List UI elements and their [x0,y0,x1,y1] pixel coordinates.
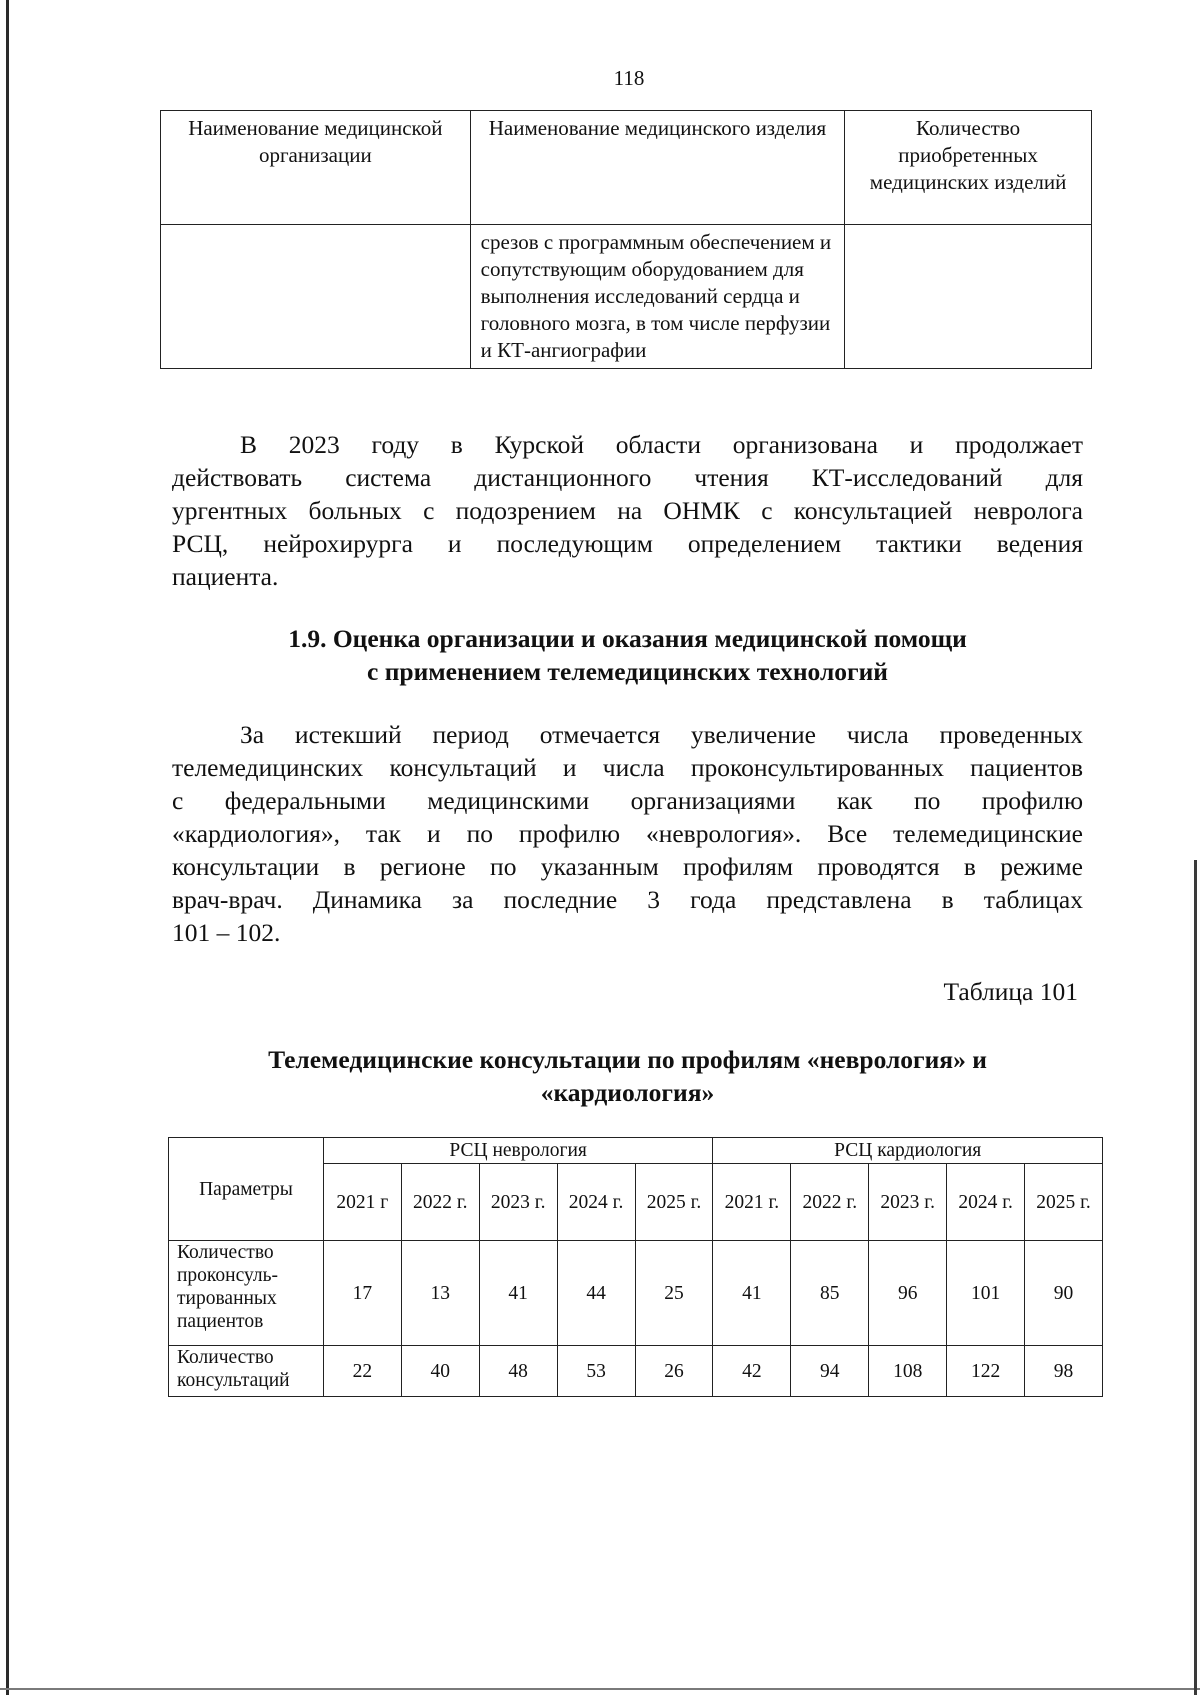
table-cell: 53 [557,1346,635,1397]
table-cell: 98 [1025,1346,1103,1397]
table-cell: 48 [479,1346,557,1397]
table-cell: 94 [791,1346,869,1397]
row-label-consultations: Количество консультаций [169,1346,324,1397]
header-year: 2022 г. [401,1164,479,1241]
table-cell: 85 [791,1241,869,1346]
paragraph-line: 101 – 102. [172,918,281,947]
device-description-cell: срезов с программным обеспечением и сопутствующим оборудованием для выполнения исследований сердца и головного мозга, в том числе перфузии и КТ-ангиографии [470,225,845,369]
table-cell: 40 [401,1346,479,1397]
table-cell: 101 [947,1241,1025,1346]
paragraph-line: врач-врач. Динамика за последние 3 года представлена в таблицах [172,885,1083,914]
table-cell: 44 [557,1241,635,1346]
table-label: Таблица 101 [943,977,1078,1006]
table-row [161,225,1092,369]
table-cell: 22 [323,1346,401,1397]
header-device: Наименование медицинского изделия [470,111,845,225]
paragraph-line: консультации в регионе по указанным профилям проводятся в режиме [172,852,1083,881]
header-quantity: Количество приобретенных медицинских изделий [845,111,1092,225]
paragraph-line: пациента. [172,562,279,591]
table-cell: 108 [869,1346,947,1397]
table-cell: 25 [635,1241,713,1346]
table-cell: 41 [713,1241,791,1346]
table-cell: 90 [1025,1241,1103,1346]
section-heading-line: 1.9. Оценка организации и оказания медицинской помощи [288,624,967,653]
table-cell: 41 [479,1241,557,1346]
paragraph-line: РСЦ, нейрохирурга и последующим определением тактики ведения [172,529,1083,558]
section-heading [172,622,1083,688]
scan-edge-right [1194,860,1197,1695]
header-year: 2025 г. [635,1164,713,1241]
table-title-line: «кардиология» [540,1078,715,1107]
header-year: 2023 г. [479,1164,557,1241]
table-cell: 122 [947,1346,1025,1397]
table-title-line: Телемедицинские консультации по профилям «неврология» и [268,1045,987,1074]
page-number: 118 [613,66,645,90]
telemedicine-consultations-table [168,1137,1103,1397]
table-cell: 13 [401,1241,479,1346]
header-year: 2022 г. [791,1164,869,1241]
table-cell [161,225,471,369]
header-year: 2024 г. [557,1164,635,1241]
header-organization: Наименование медицинской организации [161,111,471,225]
header-year: 2025 г. [1025,1164,1103,1241]
table-cell: 42 [713,1346,791,1397]
row-label-patients: Количество проконсуль- тированных пациентов [169,1241,324,1346]
header-year: 2021 г. [713,1164,791,1241]
paragraph-line: с федеральными медицинскими организациями как по профилю [172,786,1083,815]
scan-edge-bottom [0,1688,1200,1690]
medical-devices-table [160,110,1092,369]
paragraph-telemedicine [172,718,1083,949]
table-group-row [169,1138,1103,1164]
table-cell [845,225,1092,369]
table-cell: 26 [635,1346,713,1397]
header-year: 2023 г. [869,1164,947,1241]
header-parameters: Параметры [169,1138,324,1241]
table-cell: 17 [323,1241,401,1346]
paragraph-line: В 2023 году в Курской области организована и продолжает [240,430,1083,459]
header-year: 2021 г [323,1164,401,1241]
paragraph-ct-reading [172,428,1083,593]
table-header-row [161,111,1092,225]
paragraph-line: действовать система дистанционного чтения КТ-исследований для [172,463,1083,492]
header-year: 2024 г. [947,1164,1025,1241]
header-group-cardiology: РСЦ кардиология [713,1138,1103,1164]
paragraph-line: За истекший период отмечается увеличение числа проведенных [240,720,1083,749]
paragraph-line: «кардиология», так и по профилю «неврология». Все телемедицинские [172,819,1083,848]
paragraph-line: телемедицинских консультаций и числа проконсультированных пациентов [172,753,1083,782]
header-group-neurology: РСЦ неврология [323,1138,713,1164]
paragraph-line: ургентных больных с подозрением на ОНМК с консультацией невролога [172,496,1083,525]
section-heading-line: с применением телемедицинских технологий [367,657,888,686]
table-title [172,1043,1083,1109]
table-cell: 96 [869,1241,947,1346]
table-row [169,1346,1103,1397]
scan-edge-left [6,0,9,1695]
table-row [169,1241,1103,1346]
